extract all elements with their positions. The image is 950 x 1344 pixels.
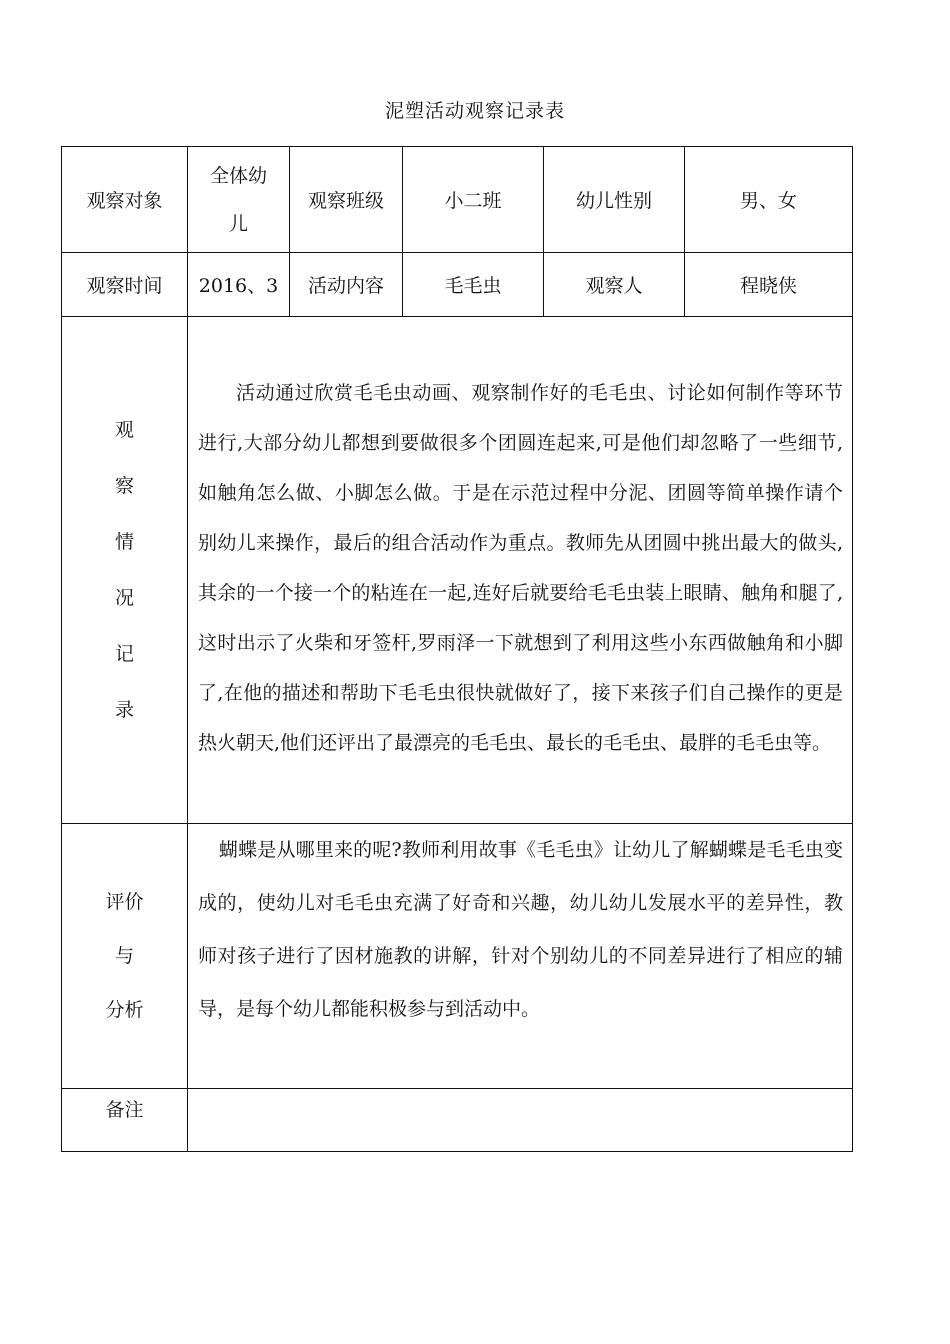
activity-content-label: 活动内容 — [290, 253, 403, 317]
table-row — [62, 1089, 853, 1152]
observation-label: 观察情况记录 — [114, 419, 134, 721]
remark-content — [188, 1089, 853, 1152]
table-row — [62, 147, 853, 253]
table-row — [62, 317, 853, 824]
observation-label-cell — [62, 317, 188, 824]
observe-target-label: 观察对象 — [62, 147, 188, 253]
activity-content-value: 毛毛虫 — [403, 253, 544, 317]
observe-time-label: 观察时间 — [62, 253, 188, 317]
evaluation-label-line3: 分析 — [105, 999, 144, 1021]
evaluation-label-cell — [62, 824, 188, 1089]
page-title: 泥塑活动观察记录表 — [384, 100, 565, 122]
table-row — [62, 824, 853, 1089]
observe-class-label: 观察班级 — [290, 147, 403, 253]
observe-target-value — [188, 147, 290, 253]
evaluation-label-line1: 评价 — [105, 891, 144, 913]
observer-label: 观察人 — [544, 253, 685, 317]
child-gender-value: 男、女 — [685, 147, 853, 253]
evaluation-label-line2: 与 — [114, 945, 134, 967]
observer-value: 程晓侠 — [685, 253, 853, 317]
observe-target-text: 全体幼儿 — [209, 164, 267, 235]
remark-label: 备注 — [62, 1089, 188, 1152]
evaluation-label — [105, 875, 145, 1037]
observe-class-value: 小二班 — [403, 147, 544, 253]
evaluation-text: 蝴蝶是从哪里来的呢?教师利用故事《毛毛虫》让幼儿了解蝴蝶是毛毛虫变成的，使幼儿对毛毛虫充满了好奇和兴趣，幼儿幼儿发展水平的差异性，教师对孩子进行了因材施教的讲解，针对个别幼儿的不同差异进行了相应的辅导，是每个幼儿都能积极参与到活动中。 — [198, 839, 843, 1020]
observation-record-table — [61, 146, 853, 1152]
child-gender-label: 幼儿性别 — [544, 147, 685, 253]
observation-text: 活动通过欣赏毛毛虫动画、观察制作好的毛毛虫、讨论如何制作等环节进行,大部分幼儿都想到要做很多个团圆连起来,可是他们却忽略了一些细节,如触角怎么做、小脚怎么做。于是在示范过程中分泥、团圆等简单操作请个别幼儿来操作，最后的组合活动作为重点。教师先从团圆中挑出最大的做头,其余的一个接一个的粘连在一起,连好后就要给毛毛虫装上眼睛、触角和腿了,这时出示了火柴和牙签杆,罗雨泽一下就想到了利用这些小东西做触角和小脚了,在他的描述和帮助下毛毛虫很快就做好了，接下来孩子们自己操作的更是热火朝天,他们还评出了最漂亮的毛毛虫、最长的毛毛虫、最胖的毛毛虫等。 — [198, 382, 843, 754]
observe-time-value: 2016、3 — [188, 253, 290, 317]
table-row — [62, 253, 853, 317]
observation-content-cell — [188, 317, 853, 824]
evaluation-content-cell — [188, 824, 853, 1089]
